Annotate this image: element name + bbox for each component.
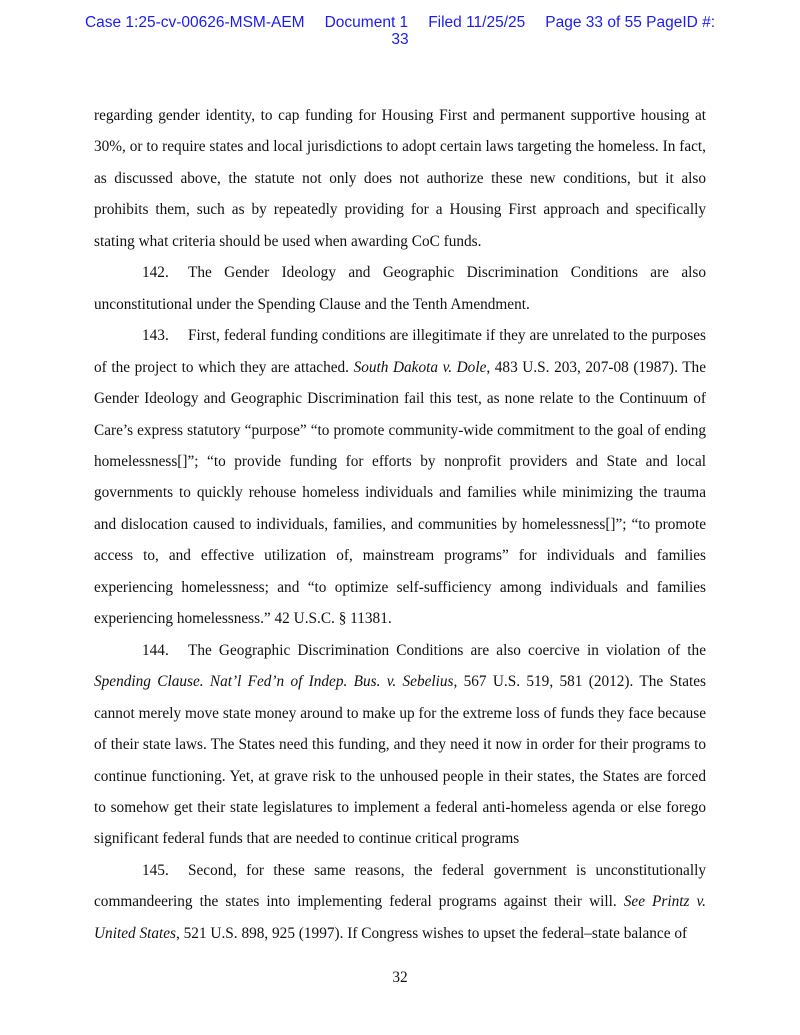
case-citation: See Printz v. United States — [94, 893, 706, 942]
page-of-total: Page 33 of 55 PageID #: — [545, 14, 716, 31]
paragraph-number: 142. — [142, 264, 169, 282]
paragraph-text: First, federal funding conditions are illegitimate if they are unrelated to the purposes of the project to which they are attached. — [94, 327, 706, 376]
paragraph-number: 144. — [142, 641, 169, 659]
paragraph-number: 145. — [142, 861, 169, 879]
paragraph-text: , 521 U.S. 898, 925 (1997). If Congress wishes to upset the federal–state balance of — [176, 924, 688, 942]
paragraph-text: , 567 U.S. 519, 581 (2012). The States cannot merely move state money around to make up for the extreme loss of funds they face because of their state laws. The States need this funding, and they need it now in order for their programs to continue functioning. Yet, at grave risk to the unhoused people in their states, the States are forced to somehow get their state legislatures to implement a federal anti-homeless agenda or else forego significant federal funds that are needed to continue critical programs — [94, 673, 706, 848]
paragraph-144 — [94, 635, 706, 855]
continuation-paragraph: regarding gender identity, to cap funding for Housing First and permanent supportive housing at 30%, or to require states and local jurisdictions to adopt certain laws targeting the homeless. In fact, as discussed above, the statute not only does not authorize these new conditions, but it also prohibits them, such as by repeatedly providing for a Housing First approach and specifically stating what criteria should be used when awarding CoC funds. — [94, 107, 706, 250]
page-number: 32 — [392, 969, 408, 986]
case-number: Case 1:25-cv-00626-MSM-AEM — [84, 14, 305, 31]
paragraph-142 — [94, 257, 706, 320]
paragraph-text: Second, for these same reasons, the federal government is unconstitutionally commandeering the states into implementing federal programs against their will. — [94, 861, 706, 911]
case-citation: South Dakota v. Dole — [353, 358, 487, 376]
page-id: 33 — [391, 31, 409, 48]
filed-date: Filed 11/25/25 — [428, 14, 526, 31]
paragraph-text: , 483 U.S. 203, 207-08 (1987). The Gender Ideology and Geographic Discrimination fail this test, as none relate to the Continuum of Care’s express statutory “purpose” “to promote community-wide commitment to the goal of ending homelessness[]”; “to provide funding for efforts by nonprofit providers and State and local governments to quickly rehouse homeless individuals and families while minimizing the trauma and dislocation caused to individuals, families, and communities by homelessness[]”; “to promote access to, and effective utilization of, mainstream programs” for individuals and families experiencing homelessness; and “to optimize self-sufficiency among individuals and families experiencing homelessness.” 42 U.S.C. § 11381. — [94, 358, 706, 628]
paragraph-145 — [94, 855, 706, 949]
case-citation: Spending Clause. Nat’l Fed’n of Indep. Bus. v. Sebelius — [94, 673, 454, 691]
paragraph-text: The Geographic Discrimination Conditions are also coercive in violation of the — [188, 641, 706, 659]
stamp-line-1 — [0, 14, 800, 31]
document-number: Document 1 — [324, 14, 409, 31]
paragraph-text: The Gender Ideology and Geographic Discrimination Conditions are also unconstitutional under the Spending Clause and the Tenth Amendment. — [94, 264, 706, 313]
document-body — [94, 100, 706, 949]
paragraph-143 — [94, 320, 706, 635]
paragraph-number: 143. — [142, 327, 169, 345]
case-header-stamp — [0, 14, 800, 48]
